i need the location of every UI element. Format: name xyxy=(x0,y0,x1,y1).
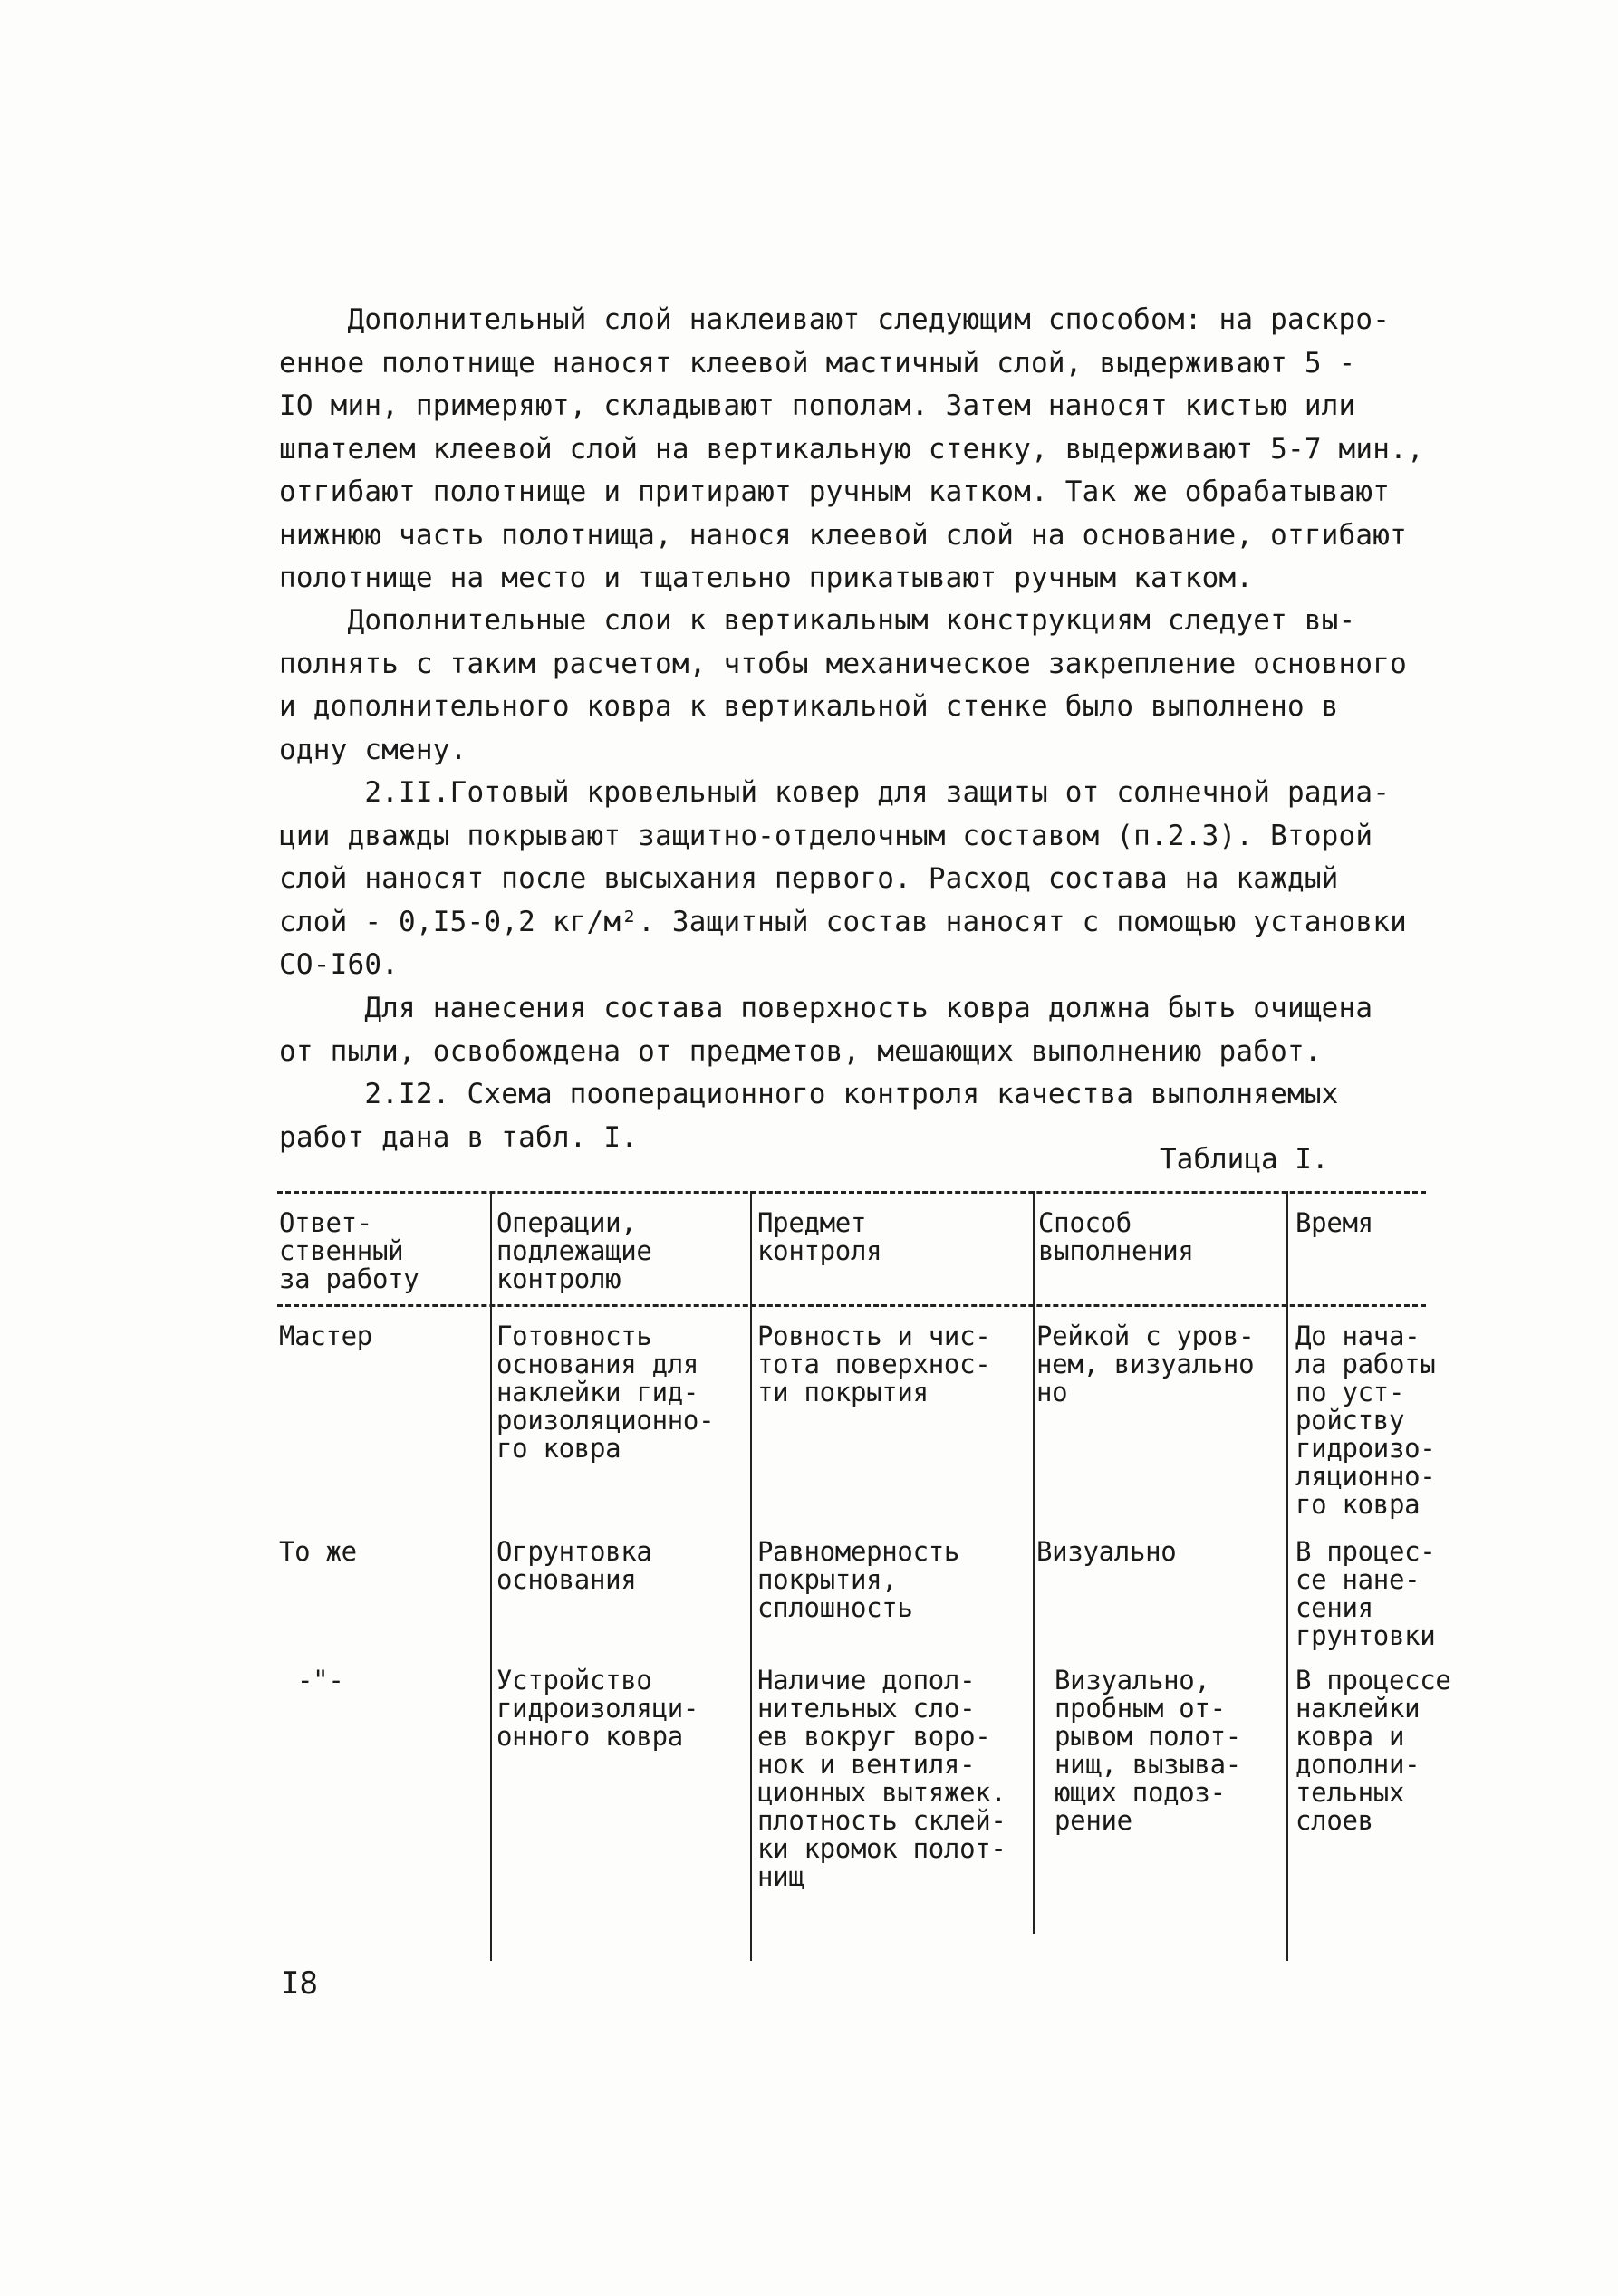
quality-control-table xyxy=(277,1191,1473,1961)
table-cell: Готовность основания для наклейки гид- роизоляционно- го ковра xyxy=(496,1321,715,1464)
table-cell: Ровность и чис- тота поверхнос- ти покрытия xyxy=(757,1321,991,1407)
table-cell: Мастер xyxy=(279,1321,372,1351)
table-cell: Равномерность покрытия, сплошность xyxy=(757,1536,960,1623)
table-cell: Наличие допол- нительных сло- ев вокруг воро- нок и вентиля- ционных вытяжек. плотность склей- ки кромок полот- нищ xyxy=(757,1665,1006,1892)
column-divider xyxy=(1286,1191,1288,1961)
header-subject: Предмет контроля xyxy=(757,1207,882,1266)
table-cell: В процессе наклейки ковра и дополни- тельных слоев xyxy=(1295,1665,1451,1836)
table-cell: Огрунтовка основания xyxy=(496,1536,652,1595)
table-caption: Таблица I. xyxy=(1160,1143,1329,1176)
paragraph-2-11: 2.II.Готовый кровельный ковер для защиты от солнечной радиа- ции дважды покрывают защитно-отделочным составом (п.2.3). Второй слой наносят после высыхания первого. Расход состава на каждый слой - 0,I5-0,2 кг/м². Защитный состав наносят с помощью установки СО-I60. xyxy=(279,776,1407,981)
table-cell: Рейкой с уров- нем, визуально но xyxy=(1036,1321,1255,1407)
page-number: I8 xyxy=(281,1965,318,2002)
header-responsible: Ответ- ственный за работу xyxy=(279,1207,419,1294)
header-time: Время xyxy=(1295,1207,1373,1238)
table-top-rule xyxy=(277,1191,1426,1194)
column-divider xyxy=(750,1191,752,1961)
column-divider xyxy=(490,1191,492,1961)
table-header-rule xyxy=(277,1304,1426,1307)
paragraph-2-12: 2.I2. Схема пооперационного контроля качества выполняемых работ дана в табл. I. xyxy=(279,1078,1339,1154)
column-divider xyxy=(1033,1191,1035,1934)
table-cell: В процес- се нане- сения грунтовки xyxy=(1295,1536,1436,1651)
table-cell: Визуально, пробным от- рывом полот- нищ, вызыва- ющих подоз- рение xyxy=(1055,1665,1241,1836)
table-cell: Устройство гидроизоляци- онного ковра xyxy=(496,1665,699,1752)
paragraph-surface-cleaning: Для нанесения состава поверхность ковра должна быть очищена от пыли, освобождена от предметов, мешающих выполнению работ. xyxy=(279,992,1373,1068)
header-method: Способ выполнения xyxy=(1038,1207,1194,1266)
table-cell: То же xyxy=(279,1536,357,1567)
table-cell: -"- xyxy=(297,1665,344,1696)
paragraph-additional-layer: Дополнительный слой наклеивают следующим способом: на раскро- енное полотнище наносят клеевой мастичный слой, выдерживают 5 - IO мин, примеряют, складывают пополам. Затем наносят кистью или шпателем клеевой слой на вертикальную стенку, выдерживают 5-7 мин., отгибают полотнище и притирают ручным катком. Так же обрабатывают нижнюю часть полотнища, нанося клеевой слой на основание, отгибают полотнище на место и тщательно прикатывают ручным катком. xyxy=(279,303,1424,594)
header-operations: Операции, подлежащие контролю xyxy=(496,1207,652,1294)
table-cell: До нача- ла работы по уст- ройству гидроизо- ляционно- го ковра xyxy=(1295,1321,1436,1520)
table-cell: Визуально xyxy=(1036,1536,1177,1567)
paragraph-vertical-layers: Дополнительные слои к вертикальным конструкциям следует вы- полнять с таким расчетом, чтобы механическое закрепление основного и дополнительного ковра к вертикальной стенке было выполнено в одну смену. xyxy=(279,604,1407,766)
